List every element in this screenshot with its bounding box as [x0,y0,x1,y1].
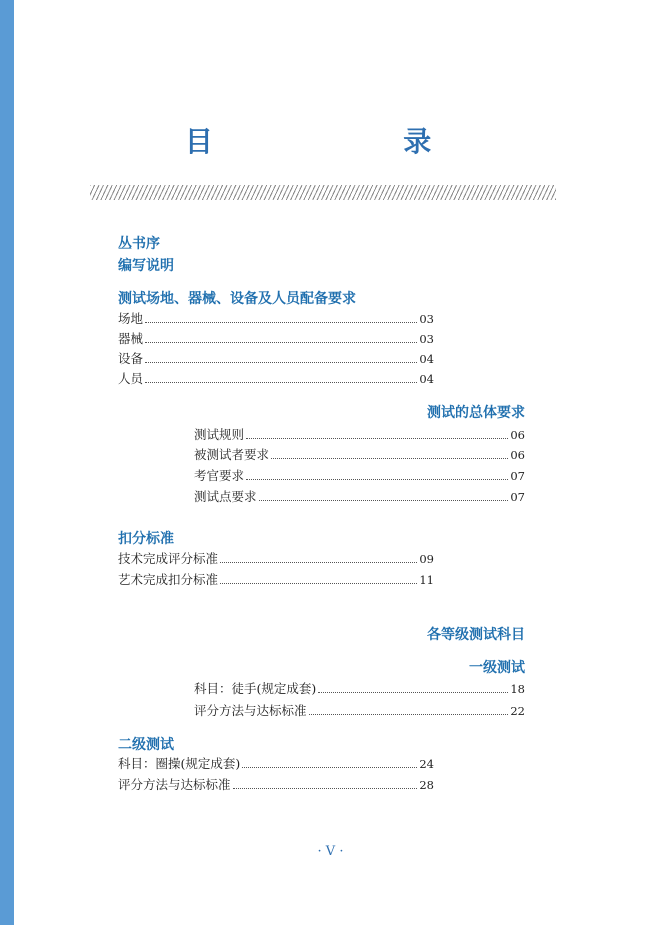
toc-entry-label: 场地 [118,311,144,326]
toc-entry-page: 11 [419,573,434,587]
toc-entry-page: 22 [510,704,525,718]
toc-entry-label: 设备 [118,351,144,366]
toc-entry-page: 07 [510,469,525,483]
toc-entry[interactable] [194,466,525,484]
hatch-divider [90,185,556,200]
toc-entry-page: 24 [419,757,434,771]
dot-leader [242,758,417,768]
toc-section-venue[interactable]: 测试场地、器械、设备及人员配备要求 [118,291,356,307]
toc-entry[interactable] [194,487,525,505]
toc-entry[interactable] [118,309,434,327]
dot-leader [246,470,508,480]
dot-leader [145,313,417,323]
toc-entry-page: 06 [510,448,525,462]
page-title: 目 录 [184,125,477,158]
toc-entry[interactable] [118,349,434,367]
toc-entry-page: 03 [419,312,434,326]
toc-entry[interactable] [194,445,525,463]
toc-section-general[interactable]: 测试的总体要求 [427,405,525,421]
toc-entry-label: 评分方法与达标标准 [194,703,307,718]
toc-section-notes[interactable]: 编写说明 [118,258,174,274]
toc-section-levels[interactable]: 各等级测试科目 [427,627,525,643]
toc-section-preface[interactable]: 丛书序 [118,236,160,252]
toc-entry-page: 09 [419,552,434,566]
toc-section-level2[interactable]: 二级测试 [118,737,174,753]
dot-leader [246,429,508,439]
toc-entry[interactable] [118,775,434,793]
toc-entry-page: 06 [510,428,525,442]
dot-leader [220,574,417,584]
toc-entry[interactable] [118,570,434,588]
toc-entry-label: 考官要求 [194,468,245,483]
toc-entry-label: 测试规则 [194,427,245,442]
toc-entry-page: 28 [419,778,434,792]
dot-leader [220,553,417,563]
dot-leader [318,683,508,693]
toc-entry-label: 被测试者要求 [194,447,270,462]
toc-entry[interactable] [194,425,525,443]
dot-leader [145,353,417,363]
toc-entry[interactable] [194,679,525,697]
dot-leader [271,449,508,459]
dot-leader [259,491,509,501]
toc-entry[interactable] [194,701,525,719]
toc-section-level1[interactable]: 一级测试 [469,660,525,676]
toc-entry-label: 人员 [118,371,144,386]
toc-entry-page: 03 [419,332,434,346]
toc-entry[interactable] [118,369,434,387]
toc-entry-page: 07 [510,490,525,504]
page-number: · V · [317,844,344,859]
toc-entry-page: 04 [419,372,434,386]
toc-entry-page: 18 [510,682,525,696]
toc-entry-label: 测试点要求 [194,489,257,504]
dot-leader [233,779,418,789]
toc-entry-page: 04 [419,352,434,366]
toc-entry[interactable] [118,754,434,772]
toc-entry-label: 科目：徒手(规定成套) [194,681,317,696]
toc-entry-label: 技术完成评分标准 [118,551,219,566]
dot-leader [309,705,509,715]
dot-leader [145,333,417,343]
toc-entry-label: 科目：圈操(规定成套) [118,756,241,771]
toc-entry[interactable] [118,549,434,567]
dot-leader [145,373,417,383]
toc-entry-label: 器械 [118,331,144,346]
toc-entry-label: 评分方法与达标标准 [118,777,231,792]
toc-entry-label: 艺术完成扣分标准 [118,572,219,587]
toc-entry[interactable] [118,329,434,347]
toc-section-deduction[interactable]: 扣分标准 [118,531,174,547]
